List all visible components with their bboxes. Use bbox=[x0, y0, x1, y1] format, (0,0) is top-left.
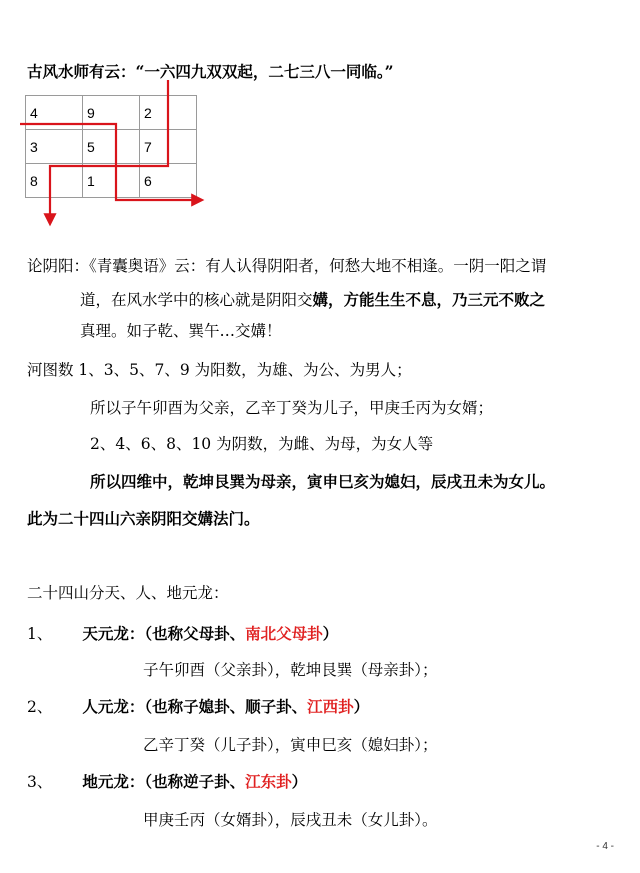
grid-cell: 1 bbox=[83, 164, 140, 198]
dragon-item-3 bbox=[27, 772, 307, 792]
grid-cell: 7 bbox=[140, 130, 197, 164]
dragon-item-2 bbox=[27, 697, 369, 717]
grid-cell: 2 bbox=[140, 96, 197, 130]
grid-cell: 3 bbox=[26, 130, 83, 164]
item-name: 地元龙： bbox=[82, 772, 145, 791]
yinyang-line-2-b: 媾，方能生生不息，乃三元不败之 bbox=[312, 290, 546, 309]
poem-heading: 古风水师有云：“一六四九双双起，二七三八一同临。” bbox=[27, 62, 394, 81]
grid-cell: 6 bbox=[140, 164, 197, 198]
item-paren-close: ） bbox=[322, 624, 339, 643]
arrow-path-1 bbox=[20, 124, 200, 200]
item-number: 2、 bbox=[27, 698, 53, 716]
item-highlight: 江西卦 bbox=[307, 697, 354, 716]
yinyang-line-2-a: 道，在风水学中的核心就是阴阳交 bbox=[80, 291, 313, 309]
hetu-line-2: 所以子午卯酉为父亲，乙辛丁癸为儿子，甲庚壬丙为女婿； bbox=[90, 399, 494, 417]
hetu-line-3: 2、4、6、8、10 为阴数，为雌、为母，为女人等 bbox=[90, 435, 434, 453]
item-paren-close: ） bbox=[291, 772, 308, 791]
dragon-detail-3: 甲庚壬丙（女婿卦），辰戌丑未（女儿卦）。 bbox=[143, 811, 438, 829]
hetu-line-1: 河图数 1、3、5、7、9 为阳数，为雄、为公、为男人； bbox=[27, 361, 412, 379]
grid-cell: 4 bbox=[26, 96, 83, 130]
item-number: 3、 bbox=[27, 773, 53, 791]
yinyang-line-1: 论阴阳：《青囊奥语》云：有人认得阴阳者，何愁大地不相逢。一阴一阳之谓 bbox=[27, 257, 547, 275]
yinyang-line-2 bbox=[80, 290, 545, 310]
grid-cell: 8 bbox=[26, 164, 83, 198]
item-paren-open: （也称子媳卦、顺子卦、 bbox=[144, 697, 308, 716]
dragon-detail-2: 乙辛丁癸（儿子卦），寅申巳亥（媳妇卦）； bbox=[143, 736, 438, 754]
item-number: 1、 bbox=[27, 625, 53, 643]
dragon-item-1 bbox=[27, 624, 338, 644]
grid-cell: 5 bbox=[83, 130, 140, 164]
summary-line: 此为二十四山六亲阴阳交媾法门。 bbox=[27, 509, 260, 528]
page-number: - 4 - bbox=[596, 841, 614, 852]
hetu-line-4: 所以四维中，乾坤艮巽为母亲，寅申巳亥为媳妇，辰戌丑未为女儿。 bbox=[90, 472, 556, 491]
item-paren-open: （也称逆子卦、 bbox=[144, 772, 246, 791]
item-paren-open: （也称父母卦、 bbox=[144, 624, 246, 643]
item-highlight: 江东卦 bbox=[245, 772, 292, 791]
item-name: 天元龙： bbox=[82, 624, 145, 643]
grid-cell: 9 bbox=[83, 96, 140, 130]
dragons-title: 二十四山分天、人、地元龙： bbox=[27, 584, 229, 602]
item-paren-close: ） bbox=[353, 697, 370, 716]
yinyang-line-3: 真理。如子乾、巽午…交媾！ bbox=[80, 322, 282, 340]
dragon-detail-1: 子午卯酉（父亲卦），乾坤艮巽（母亲卦）； bbox=[143, 661, 438, 679]
item-highlight: 南北父母卦 bbox=[245, 624, 323, 643]
flow-arrows bbox=[0, 0, 640, 300]
item-name: 人元龙： bbox=[82, 697, 145, 716]
